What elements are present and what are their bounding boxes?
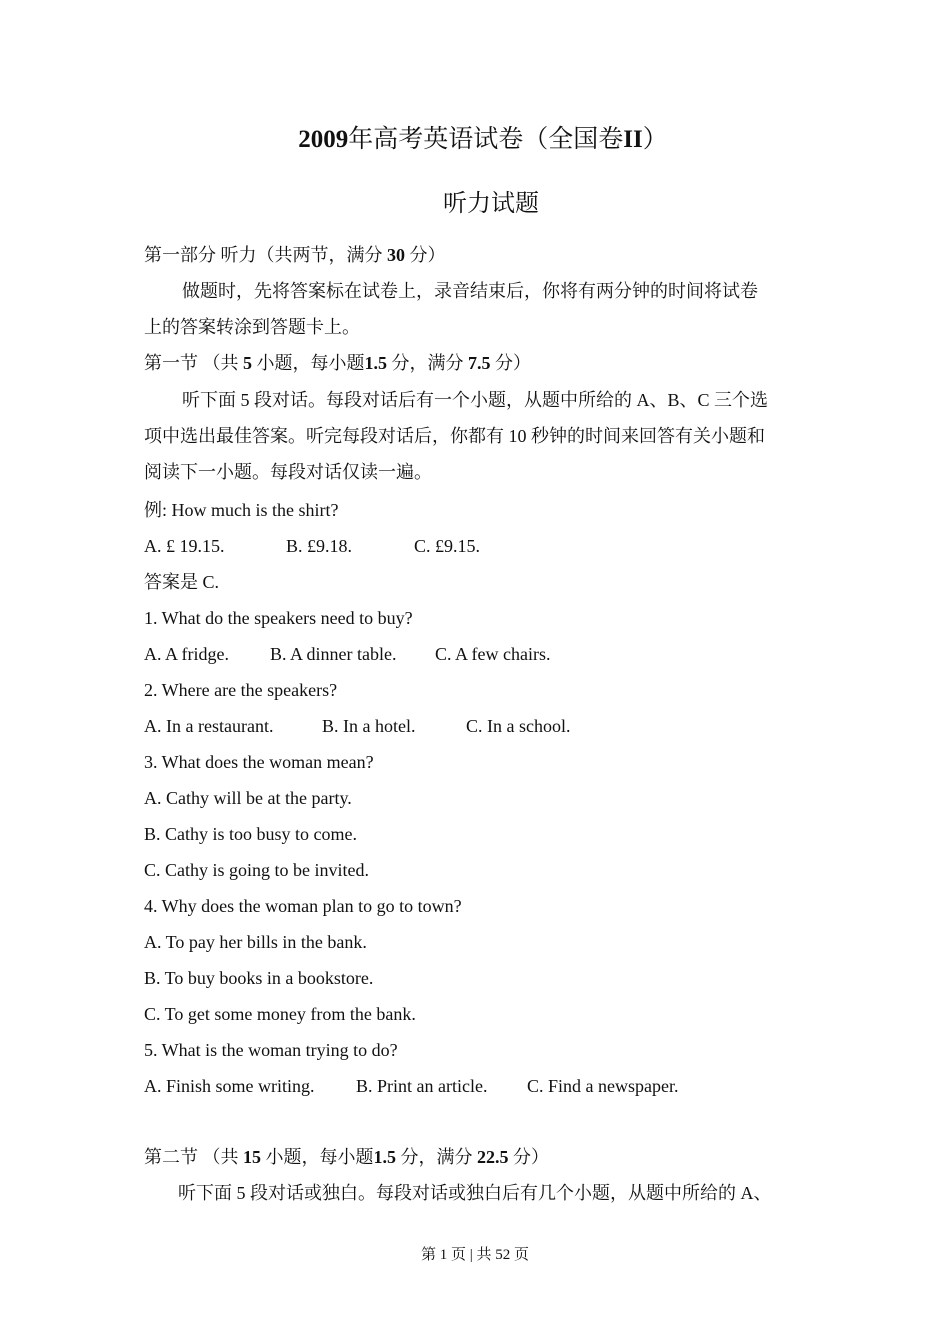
question-3-option-c: C. Cathy is going to be invited. <box>144 860 369 880</box>
page-footer: 第 1 页 | 共 52 页 <box>420 1247 529 1263</box>
option: C. £9.15. <box>414 536 481 556</box>
option: C. Find a newspaper. <box>527 1076 679 1096</box>
question-1-options <box>144 641 550 667</box>
question-count: 15 <box>243 1147 261 1167</box>
points-total: 22.5 <box>477 1147 509 1167</box>
option: C. A few chairs. <box>435 644 551 664</box>
document-subtitle: 听力试题 <box>443 191 539 217</box>
question-3: 3. What does the woman mean? <box>144 752 374 772</box>
option: C. In a school. <box>466 716 571 736</box>
question-4-option-c: C. To get some money from the bank. <box>144 1004 416 1024</box>
example-options <box>144 533 480 559</box>
section1-heading <box>144 350 531 376</box>
question-5: 5. What is the woman trying to do? <box>144 1040 398 1060</box>
option: B. A dinner table. <box>270 644 397 664</box>
question-count: 5 <box>243 353 252 373</box>
example-answer: 答案是 C. <box>144 572 220 592</box>
title-close: ） <box>642 126 668 153</box>
question-4: 4. Why does the woman plan to go to town? <box>144 896 462 916</box>
question-3-option-b: B. Cathy is too busy to come. <box>144 824 357 844</box>
heading-text: 第二节 （共 <box>144 1147 239 1167</box>
part1-instructions-line: 上的答案转涂到答题卡上。 <box>144 317 360 337</box>
section1-instructions-line: 阅读下一小题。每段对话仅读一遍。 <box>144 462 432 482</box>
option: A. In a restaurant. <box>144 716 274 736</box>
option: A. £ 19.15. <box>144 536 225 556</box>
option: B. £9.18. <box>286 536 353 556</box>
title-year: 2009 <box>298 126 349 153</box>
question-3-option-a: A. Cathy will be at the party. <box>144 788 352 808</box>
heading-text: 分，满分 <box>391 353 464 373</box>
section1-instructions-line: 听下面 5 段对话。每段对话后有一个小题，从题中所给的 A、B、C 三个选 <box>182 390 769 410</box>
question-2-options <box>144 713 570 739</box>
section2-heading <box>144 1144 549 1170</box>
heading-text: 小题，每小题 <box>265 1147 374 1167</box>
question-4-option-a: A. To pay her bills in the bank. <box>144 932 367 952</box>
option: B. In a hotel. <box>322 716 416 736</box>
option: A. Finish some writing. <box>144 1076 315 1096</box>
points-each: 1.5 <box>373 1147 396 1167</box>
title-text: 年高考英语试卷（全国卷 <box>348 126 624 153</box>
heading-text: 第一节 （共 <box>144 353 239 373</box>
question-4-option-b: B. To buy books in a bookstore. <box>144 968 374 988</box>
question-2: 2. Where are the speakers? <box>144 680 338 700</box>
section2-instructions-line: 听下面 5 段对话或独白。每段对话或独白后有几个小题，从题中所给的 A、 <box>178 1183 772 1203</box>
option: B. Print an article. <box>356 1076 488 1096</box>
document-title <box>0 122 950 158</box>
points-total: 7.5 <box>468 353 491 373</box>
heading-text: 小题，每小题 <box>256 353 365 373</box>
option: A. A fridge. <box>144 644 229 664</box>
heading-text: 分） <box>495 353 531 373</box>
question-1: 1. What do the speakers need to buy? <box>144 608 413 628</box>
title-roman: II <box>623 126 643 153</box>
part1-heading <box>144 242 446 268</box>
heading-text: 分） <box>513 1147 549 1167</box>
heading-text: 分） <box>409 245 446 265</box>
heading-text: 第一部分 听力（共两节，满分 <box>144 245 383 265</box>
section1-instructions-line: 项中选出最佳答案。听完每段对话后，你都有 10 秒钟的时间来回答有关小题和 <box>144 426 765 446</box>
points-each: 1.5 <box>364 353 387 373</box>
heading-text: 分，满分 <box>400 1147 473 1167</box>
example-question: 例: How much is the shirt? <box>144 500 339 520</box>
part1-instructions-line: 做题时，先将答案标在试卷上，录音结束后，你将有两分钟的时间将试卷 <box>182 281 758 301</box>
heading-score: 30 <box>387 245 405 265</box>
question-5-options <box>144 1073 678 1099</box>
